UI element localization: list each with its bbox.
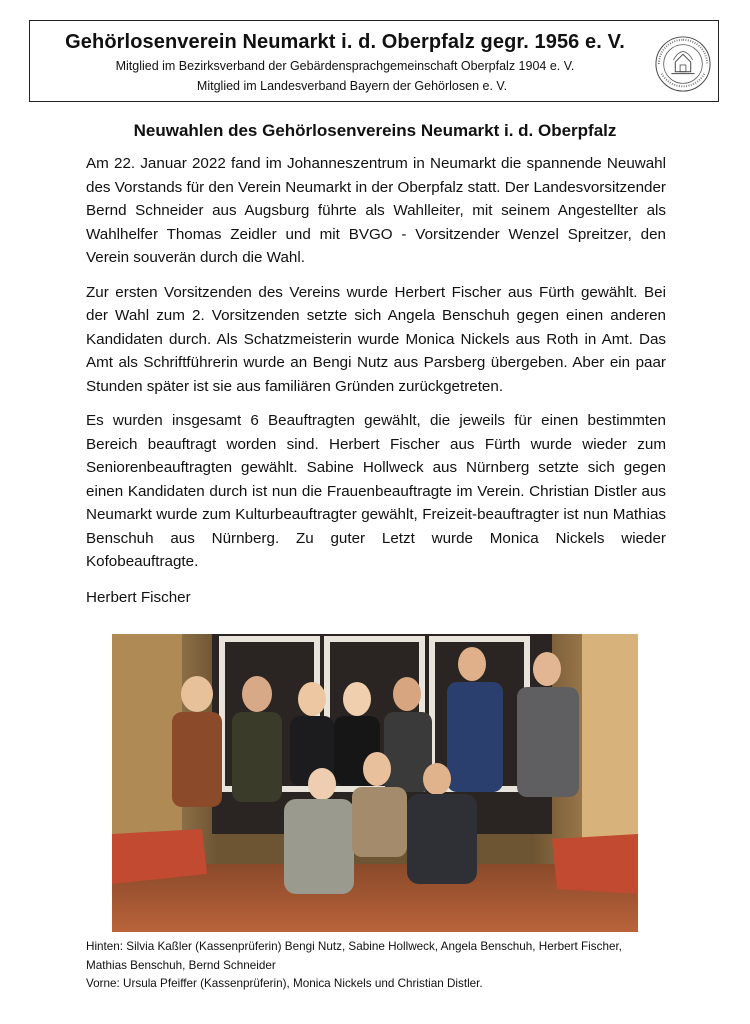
group-photo-icon xyxy=(112,634,638,932)
membership-line-2: Mitglied im Landesverband Bayern der Gehörlosen e. V. xyxy=(196,79,508,93)
paragraph: Es wurden insgesamt 6 Beauftragten gewählt, die jeweils für einen bestimmten Bereich beauftragt worden sind. Herbert Fischer aus Fürth wurde wieder zum Seniorenbeauftragten gewählt. Sabine Hollweck aus Nürnberg setzte sich gegen einen Kandidaten durch ist nun die Frauenbeauftragte im Verein. Christian Distler aus Neumarkt wurde zum Kulturbeauftragter gewählt, Freizeit-beauftragter ist nun Mathias Benschuh aus Nürnberg. Zu guter Letzt wurde Monica Nickels wieder Kofobeauftragte. xyxy=(86,412,666,570)
paragraph: Zur ersten Vorsitzenden des Vereins wurde Herbert Fischer aus Fürth gewählt. Bei der Wahl zum 2. Vorsitzenden setzte sich Angela Benschuh gegen einen anderen Kandidaten durch. Als Schatzmeisterin wurde Monica Nickels aus Roth in Amt. Das Amt als Schriftführerin wurde an Bengi Nutz aus Parsberg übergeben. Aber ein paar Stunden später ist sie aus familiären Gründen zurückgetreten. xyxy=(86,283,666,395)
paragraph: Am 22. Januar 2022 fand im Johanneszentrum in Neumarkt die spannende Neuwahl des Vorstands für den Verein Neumarkt in der Oberpfalz statt. Der Landesvorsitzender Bernd Schneider aus Augsburg führte als Wahlleiter, mit seinem Angestellter als Wahlhelfer Thomas Zeidler und mit BVGO - Vorsitzender Wenzel Spreitzer, den Verein souverän durch die Wahl. xyxy=(86,155,666,266)
club-name: Gehörlosenverein Neumarkt i. d. Oberpfalz gegr. 1956 e. V. xyxy=(65,31,625,53)
author-name: Herbert Fischer xyxy=(86,588,191,606)
group-photo xyxy=(112,634,638,932)
article-title: Neuwahlen des Gehörlosenvereins Neumarkt i. d. Oberpfalz xyxy=(133,121,617,140)
caption-back-row: Hinten: Silvia Kaßler (Kassenprüferin) Bengi Nutz, Sabine Hollweck, Angela Benschuh, Herbert Fischer, Mathias Benschuh, Bernd Schneider xyxy=(86,940,622,972)
letterhead xyxy=(29,20,719,102)
club-seal-icon xyxy=(654,35,712,93)
article-body xyxy=(86,152,666,620)
membership-line-1: Mitglied im Bezirksverband der Gebärdensprachgemeinschaft Oberpfalz 1904 e. V. xyxy=(115,59,575,73)
photo-caption xyxy=(86,938,666,994)
caption-front-row: Vorne: Ursula Pfeiffer (Kassenprüferin), Monica Nickels und Christian Distler. xyxy=(86,977,483,990)
